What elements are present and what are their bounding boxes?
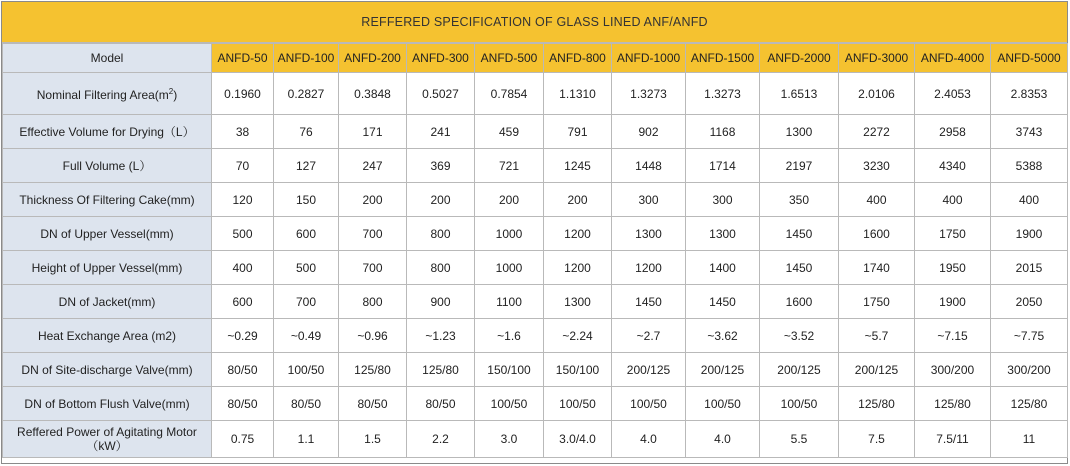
table-cell: 1100 <box>475 285 544 319</box>
table-cell: 500 <box>274 251 339 285</box>
row-label <box>3 421 212 458</box>
row-label <box>3 387 212 421</box>
table-cell: 800 <box>407 217 475 251</box>
table-cell: 1200 <box>544 251 612 285</box>
row-label <box>3 73 212 115</box>
row-label-text: DN of Site-discharge Valve(mm) <box>21 362 193 377</box>
model-column-header: ANFD-2000 <box>760 44 839 73</box>
table-cell: 125/80 <box>915 387 991 421</box>
table-cell: 900 <box>407 285 475 319</box>
table-cell: 150/100 <box>544 353 612 387</box>
table-cell: 3230 <box>839 149 915 183</box>
table-cell: 100/50 <box>612 387 686 421</box>
table-cell: 70 <box>212 149 274 183</box>
table-cell: 1200 <box>544 217 612 251</box>
table-cell: 125/80 <box>339 353 407 387</box>
row-label-text: Height of Upper Vessel(mm) <box>31 260 183 275</box>
table-cell: 120 <box>212 183 274 217</box>
model-column-header: ANFD-200 <box>339 44 407 73</box>
table-cell: 125/80 <box>839 387 915 421</box>
table-cell: 902 <box>612 115 686 149</box>
table-cell: 1600 <box>760 285 839 319</box>
table-cell: 1450 <box>760 251 839 285</box>
table-cell: 200/125 <box>760 353 839 387</box>
table-cell: 200 <box>544 183 612 217</box>
table-cell: 3743 <box>991 115 1068 149</box>
table-cell: 369 <box>407 149 475 183</box>
row-label-superscript: 2 <box>168 87 174 96</box>
table-cell: 1.5 <box>339 421 407 458</box>
table-cell: 2.2 <box>407 421 475 458</box>
table-cell: 7.5/11 <box>915 421 991 458</box>
model-column-header: ANFD-1000 <box>612 44 686 73</box>
table-cell: 5388 <box>991 149 1068 183</box>
table-cell: 1750 <box>839 285 915 319</box>
table-cell: 1400 <box>686 251 760 285</box>
table-cell: 200 <box>407 183 475 217</box>
model-column-header: ANFD-4000 <box>915 44 991 73</box>
table-cell: 1000 <box>475 251 544 285</box>
table-cell: 700 <box>339 217 407 251</box>
model-column-header: ANFD-500 <box>475 44 544 73</box>
table-cell: 4.0 <box>612 421 686 458</box>
table-cell: 3.0/4.0 <box>544 421 612 458</box>
table-row <box>3 115 1068 149</box>
table-cell: 11 <box>991 421 1068 458</box>
table-cell: 2015 <box>991 251 1068 285</box>
row-label-text: DN of Bottom Flush Valve(mm) <box>24 396 190 411</box>
table-cell: 1.1 <box>274 421 339 458</box>
spec-sheet <box>1 1 1068 464</box>
table-cell: 2272 <box>839 115 915 149</box>
model-column-header: ANFD-100 <box>274 44 339 73</box>
table-cell: 100/50 <box>475 387 544 421</box>
row-label <box>3 149 212 183</box>
table-row <box>3 183 1068 217</box>
table-cell: 1.3273 <box>686 73 760 115</box>
table-cell: 1.6513 <box>760 73 839 115</box>
table-cell: 1714 <box>686 149 760 183</box>
table-cell: 2050 <box>991 285 1068 319</box>
table-cell: 1900 <box>915 285 991 319</box>
table-cell: 100/50 <box>544 387 612 421</box>
spec-table <box>2 43 1068 458</box>
table-cell: 0.2827 <box>274 73 339 115</box>
table-cell: 1300 <box>686 217 760 251</box>
table-cell: 200/125 <box>839 353 915 387</box>
table-cell: 0.5027 <box>407 73 475 115</box>
table-cell: 80/50 <box>212 387 274 421</box>
model-column-header: ANFD-800 <box>544 44 612 73</box>
table-cell: 700 <box>274 285 339 319</box>
table-cell: 800 <box>407 251 475 285</box>
table-row <box>3 217 1068 251</box>
table-cell: 1.1310 <box>544 73 612 115</box>
table-cell: 1600 <box>839 217 915 251</box>
model-column-header: ANFD-300 <box>407 44 475 73</box>
table-row <box>3 319 1068 353</box>
table-cell: ~7.15 <box>915 319 991 353</box>
table-cell: 0.1960 <box>212 73 274 115</box>
table-cell: 4340 <box>915 149 991 183</box>
row-label-text: Reffered Power of Agitating Motor （kW） <box>17 425 197 453</box>
table-cell: 38 <box>212 115 274 149</box>
table-cell: 1950 <box>915 251 991 285</box>
row-label <box>3 183 212 217</box>
table-cell: 1900 <box>991 217 1068 251</box>
table-cell: 150 <box>274 183 339 217</box>
table-cell: 300/200 <box>991 353 1068 387</box>
table-cell: 100/50 <box>760 387 839 421</box>
table-cell: 4.0 <box>686 421 760 458</box>
table-cell: 1300 <box>612 217 686 251</box>
table-cell: 600 <box>212 285 274 319</box>
row-label <box>3 115 212 149</box>
table-cell: 1740 <box>839 251 915 285</box>
table-cell: 150/100 <box>475 353 544 387</box>
row-label <box>3 251 212 285</box>
table-cell: ~7.75 <box>991 319 1068 353</box>
table-cell: ~2.7 <box>612 319 686 353</box>
table-cell: 127 <box>274 149 339 183</box>
table-cell: 125/80 <box>407 353 475 387</box>
table-cell: 2.4053 <box>915 73 991 115</box>
row-label <box>3 319 212 353</box>
table-cell: 171 <box>339 115 407 149</box>
table-cell: 125/80 <box>991 387 1068 421</box>
table-cell: ~5.7 <box>839 319 915 353</box>
table-row <box>3 353 1068 387</box>
row-label-text: DN of Upper Vessel(mm) <box>40 226 174 241</box>
table-cell: ~0.49 <box>274 319 339 353</box>
table-cell: 80/50 <box>212 353 274 387</box>
table-cell: 1450 <box>686 285 760 319</box>
table-row <box>3 387 1068 421</box>
table-cell: 400 <box>839 183 915 217</box>
table-cell: 80/50 <box>407 387 475 421</box>
table-cell: 1200 <box>612 251 686 285</box>
table-cell: 200/125 <box>612 353 686 387</box>
table-cell: 1300 <box>544 285 612 319</box>
table-cell: ~2.24 <box>544 319 612 353</box>
model-header-label: Model <box>3 44 212 73</box>
table-cell: ~0.29 <box>212 319 274 353</box>
table-cell: 80/50 <box>274 387 339 421</box>
table-title-text: REFFERED SPECIFICATION OF GLASS LINED ANF/ANFD <box>361 15 708 29</box>
table-cell: 200 <box>339 183 407 217</box>
table-cell: 721 <box>475 149 544 183</box>
row-label <box>3 353 212 387</box>
table-cell: 76 <box>274 115 339 149</box>
table-cell: 800 <box>339 285 407 319</box>
row-label-text: Heat Exchange Area (m2) <box>37 328 177 343</box>
table-cell: 0.7854 <box>475 73 544 115</box>
table-cell: ~1.23 <box>407 319 475 353</box>
table-cell: 3.0 <box>475 421 544 458</box>
table-cell: 2958 <box>915 115 991 149</box>
table-cell: 400 <box>212 251 274 285</box>
table-cell: 1450 <box>760 217 839 251</box>
table-cell: 1000 <box>475 217 544 251</box>
table-cell: 5.5 <box>760 421 839 458</box>
table-cell: 791 <box>544 115 612 149</box>
table-cell: ~1.6 <box>475 319 544 353</box>
header-row <box>3 44 1068 73</box>
table-cell: 400 <box>915 183 991 217</box>
table-row <box>3 251 1068 285</box>
table-cell: 1450 <box>612 285 686 319</box>
table-cell: 100/50 <box>686 387 760 421</box>
table-cell: 1245 <box>544 149 612 183</box>
model-column-header: ANFD-50 <box>212 44 274 73</box>
table-row <box>3 73 1068 115</box>
table-cell: 500 <box>212 217 274 251</box>
row-label-text: Full Volume (L） <box>62 158 152 173</box>
table-cell: 400 <box>991 183 1068 217</box>
table-cell: 7.5 <box>839 421 915 458</box>
table-cell: 700 <box>339 251 407 285</box>
table-cell: 2.0106 <box>839 73 915 115</box>
table-cell: 600 <box>274 217 339 251</box>
table-cell: 1.3273 <box>612 73 686 115</box>
table-cell: 1448 <box>612 149 686 183</box>
row-label-text: Effective Volume for Drying（L） <box>19 124 195 139</box>
table-cell: 300 <box>612 183 686 217</box>
row-label <box>3 217 212 251</box>
table-cell: ~3.62 <box>686 319 760 353</box>
table-cell: 350 <box>760 183 839 217</box>
row-label-text: Nominal Filtering Area(m <box>36 88 169 102</box>
table-row <box>3 421 1068 458</box>
table-cell: 0.3848 <box>339 73 407 115</box>
table-cell: ~3.52 <box>760 319 839 353</box>
table-row <box>3 285 1068 319</box>
table-cell: 241 <box>407 115 475 149</box>
table-cell: 247 <box>339 149 407 183</box>
model-column-header: ANFD-3000 <box>839 44 915 73</box>
table-cell: 200 <box>475 183 544 217</box>
row-label-text: Thickness Of Filtering Cake(mm) <box>19 192 195 207</box>
table-title <box>2 2 1067 43</box>
table-cell: ~0.96 <box>339 319 407 353</box>
row-label-text: DN of Jacket(mm) <box>58 294 156 309</box>
table-cell: 1300 <box>760 115 839 149</box>
table-cell: 300/200 <box>915 353 991 387</box>
table-cell: 2.8353 <box>991 73 1068 115</box>
table-cell: 1750 <box>915 217 991 251</box>
table-cell: 1168 <box>686 115 760 149</box>
table-row <box>3 149 1068 183</box>
model-column-header: ANFD-1500 <box>686 44 760 73</box>
table-cell: 459 <box>475 115 544 149</box>
table-cell: 2197 <box>760 149 839 183</box>
table-cell: 100/50 <box>274 353 339 387</box>
model-column-header: ANFD-5000 <box>991 44 1068 73</box>
row-label <box>3 285 212 319</box>
table-cell: 300 <box>686 183 760 217</box>
table-cell: 200/125 <box>686 353 760 387</box>
table-cell: 0.75 <box>212 421 274 458</box>
row-label-suffix: ) <box>173 88 178 102</box>
table-cell: 80/50 <box>339 387 407 421</box>
